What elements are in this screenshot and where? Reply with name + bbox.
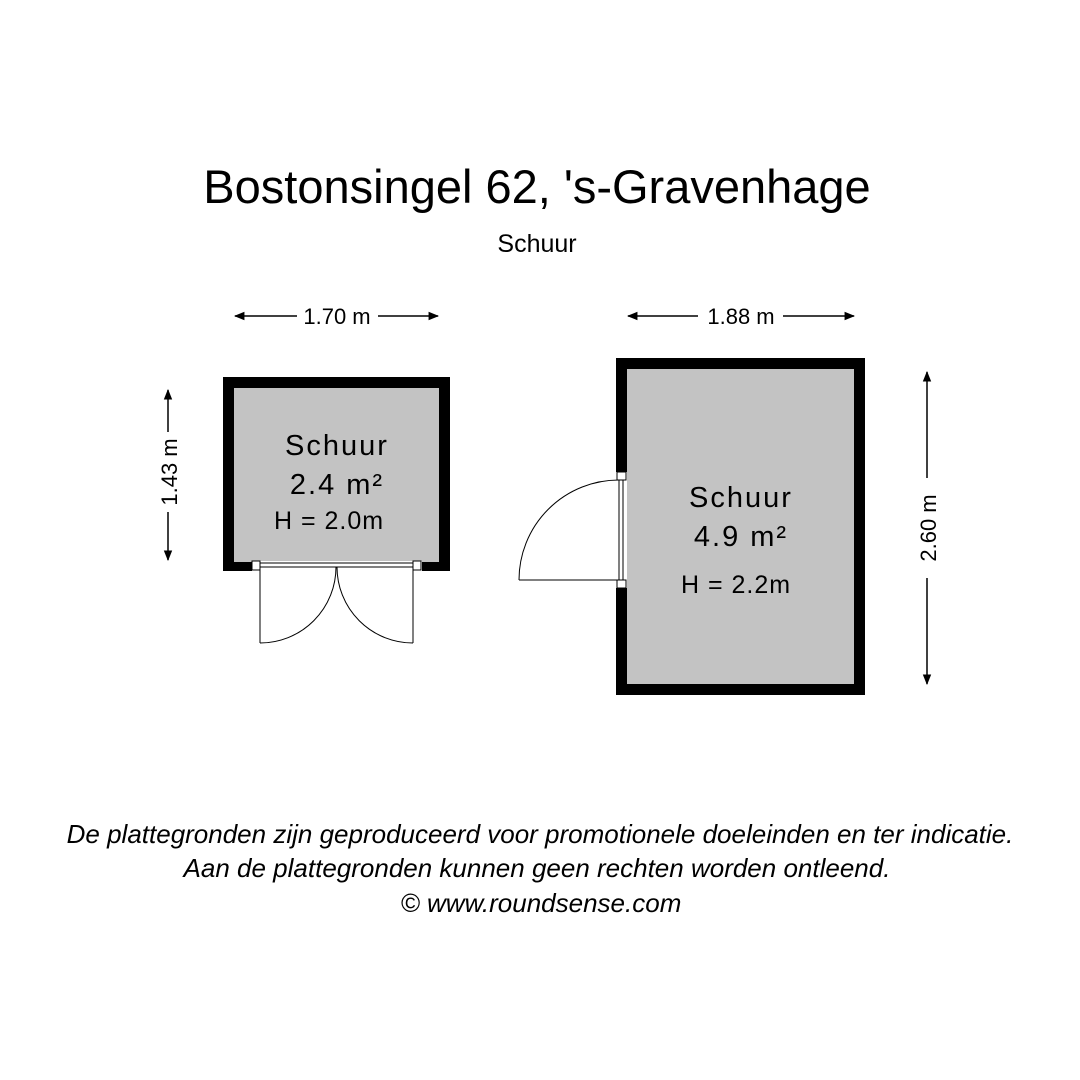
disclaimer-line-2: Aan de plattegronden kunnen geen rechten worden ontleend. [183,853,891,883]
room-1-name: Schuur [285,430,389,462]
room-2-depth-dimension [916,372,941,684]
room-2-name: Schuur [689,482,793,514]
disclaimer [67,819,1014,918]
room-1-depth-dimension [157,390,182,560]
room-1-height: H = 2.0m [273,507,385,535]
room-1-area: 2.4 m² [289,469,385,501]
room-1-double-door [252,561,422,643]
room-1-width-label: 1.70 m [303,304,371,329]
room-2-width-label: 1.88 m [707,304,775,329]
room-2-area: 4.9 m² [693,521,789,553]
room-1-width-dimension [235,304,438,329]
room-2-door [519,472,627,588]
room-2-width-dimension [628,304,854,329]
room-1 [157,304,450,643]
floor-name: Schuur [497,230,577,258]
room-2 [519,304,941,695]
room-1-depth-label: 1.43 m [157,438,182,506]
room-2-depth-label: 2.60 m [916,494,941,562]
copyright-line: © www.roundsense.com [400,888,682,918]
page-title: Bostonsingel 62, 's-Gravenhage [203,160,871,213]
room-2-height: H = 2.2m [680,571,792,599]
disclaimer-line-1: De plattegronden zijn geproduceerd voor promotionele doeleinden en ter indicatie. [66,819,1014,849]
